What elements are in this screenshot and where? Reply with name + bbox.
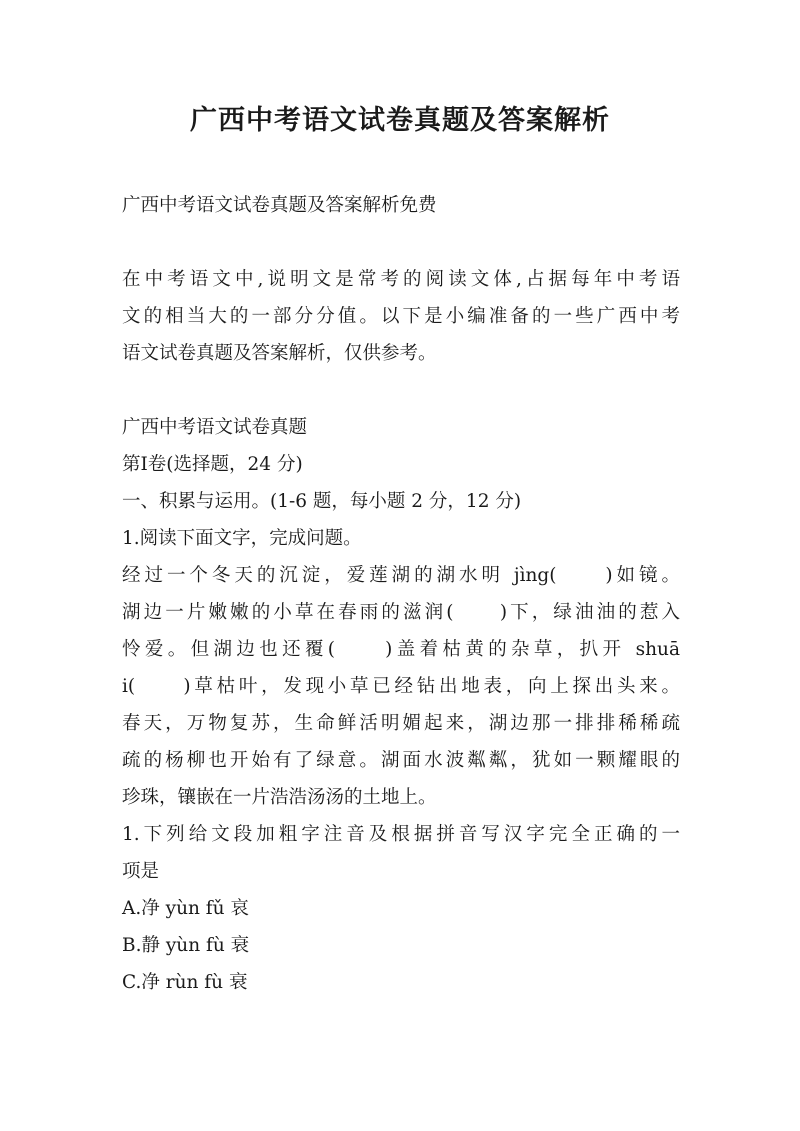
option-b: B.静 yùn fù 衰 [122, 935, 250, 956]
question-prompt: 1.阅读下面文字，完成问题。 [122, 528, 362, 549]
reading-passage [122, 557, 680, 816]
passage-line: 经过一个冬天的沉淀，爱莲湖的湖水明 jìng( )如镜。 [122, 565, 680, 586]
option-a: A.净 yùn fǔ 哀 [122, 898, 249, 919]
subquestion-line: 1.下列给文段加粗字注音及根据拼音写汉字完全正确的一 [122, 824, 680, 845]
passage-line: 怜爱。但湖边也还覆( )盖着枯黄的杂草，扒开 shuā [122, 639, 680, 660]
part-heading: 一、积累与运用。(1-6 题，每小题 2 分，12 分) [122, 491, 522, 512]
document-title: 广西中考语文试卷真题及答案解析 [190, 105, 610, 136]
passage-line: 珍珠，镶嵌在一片浩浩汤汤的土地上。 [122, 787, 437, 808]
volume-heading: 第Ⅰ卷(选择题，24 分) [122, 454, 303, 475]
intro-line: 在中考语文中,说明文是常考的阅读文体,占据每年中考语 [122, 269, 680, 290]
intro-paragraph [122, 261, 680, 372]
intro-line: 语文试卷真题及答案解析，仅供参考。 [122, 343, 437, 364]
blank-line [122, 372, 680, 409]
passage-line: i( )草枯叶，发现小草已经钻出地表，向上探出头来。 [122, 676, 680, 697]
intro-line: 文的相当大的一部分分值。以下是小编准备的一些广西中考 [122, 306, 680, 327]
passage-line: 春天，万物复苏，生命鲜活明媚起来，湖边那一排排稀稀疏 [122, 713, 680, 734]
subquestion-line: 项是 [122, 861, 160, 882]
document-subtitle: 广西中考语文试卷真题及答案解析免费 [122, 195, 437, 216]
option-c: C.净 rùn fù 衰 [122, 972, 248, 993]
document-body [122, 187, 680, 1001]
passage-line: 湖边一片嫩嫩的小草在春雨的滋润( )下，绿油油的惹入 [122, 602, 680, 623]
subquestion [122, 816, 680, 890]
passage-line: 疏的杨柳也开始有了绿意。湖面水波粼粼，犹如一颗耀眼的 [122, 750, 680, 771]
answer-options [122, 890, 680, 1001]
blank-line [122, 224, 680, 261]
section-heading: 广西中考语文试卷真题 [122, 417, 308, 438]
